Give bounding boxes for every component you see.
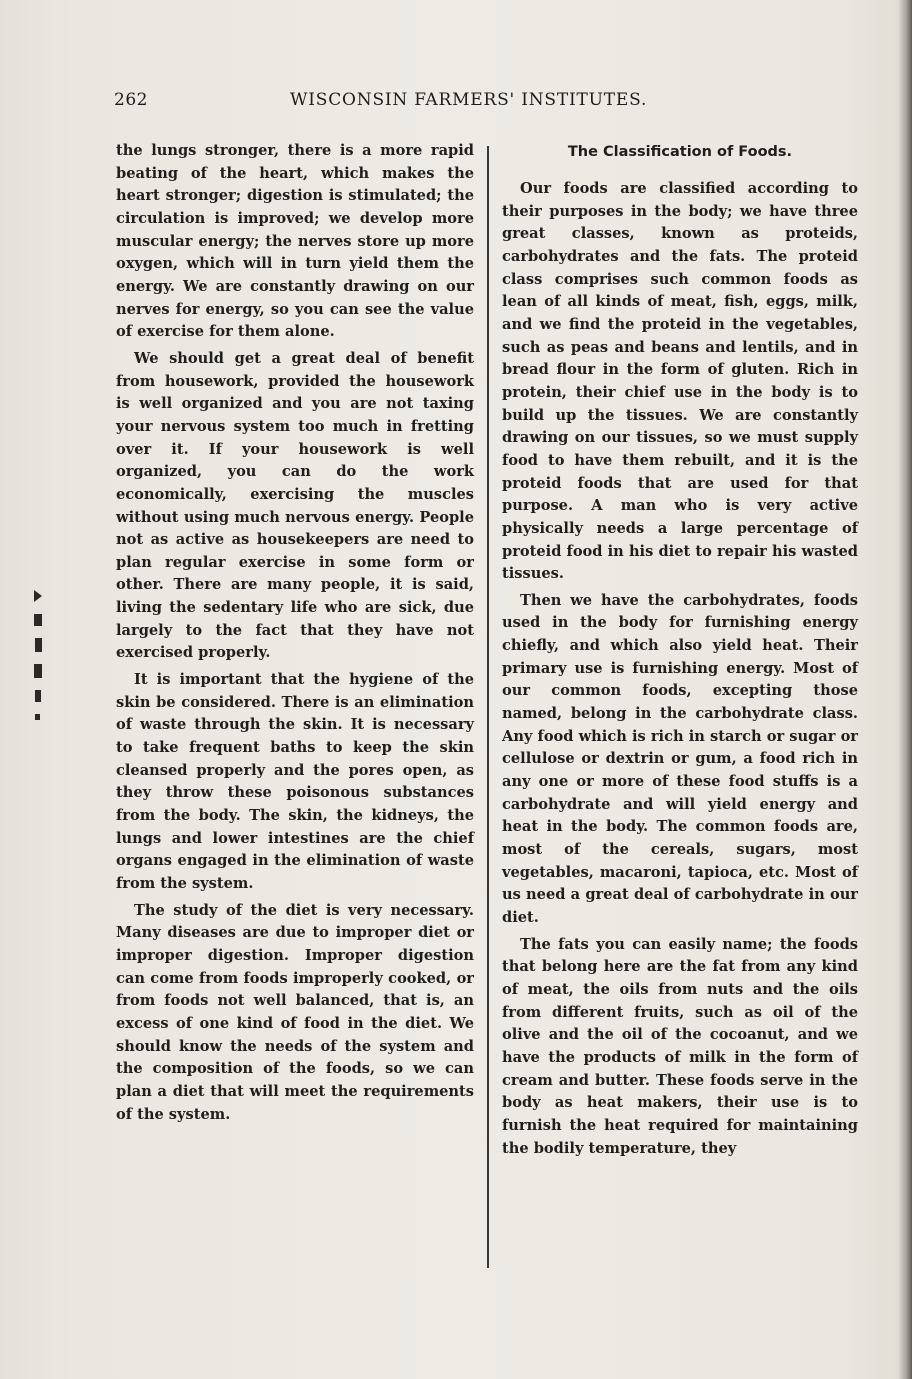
- left-paragraph-2: We should get a great deal of benefit from housework, provided the housework is well organized and you are not taxing your nervous system too much in fretting over it. If your housework is well organized, you can do the work economically, exercising the muscles without using much nervous energy. People not as active as housekeepers are need to plan regular exercise in some form or other. There are many people, it is said, living the sedentary life who are sick, due largely to the fact that they have not exercised properly.: [116, 349, 474, 662]
- margin-ink-marks: [30, 588, 46, 738]
- page-header: [114, 90, 866, 118]
- left-column: [116, 140, 474, 1130]
- page-number: 262: [114, 90, 148, 110]
- right-column: [502, 178, 858, 1164]
- left-paragraph-4: The study of the diet is very necessary. Many diseases are due to improper diet or improper digestion. Improper digestion can come from foods improperly cooked, or from foods not well balanced, that is, an excess of one kind of food in the diet. We should know the needs of the system and the composition of the foods, so we can plan a diet that will meet the requirements of the system.: [116, 901, 474, 1123]
- running-title: WISCONSIN FARMERS' INSTITUTES.: [290, 90, 648, 110]
- left-paragraph-3: It is important that the hygiene of the skin be considered. There is an elimination of waste through the skin. It is necessary to take frequent baths to keep the skin cleansed properly and the pores open, as they throw these poisonous substances from the body. The skin, the kidneys, the lungs and lower intestines are the chief organs engaged in the elimination of waste from the system.: [116, 671, 474, 892]
- right-paragraph-2: Then we have the carbohydrates, foods used in the body for furnishing energy chiefly, and which also yield heat. Their primary use is furnishing energy. Most of our common foods, excepting those named, belong in the carbohydrate class. Any food which is rich in starch or sugar or cellulose or dextrin or gum, a food rich in any one or more of these food stuffs is a carbohydrate and will yield energy and heat in the body. The common foods are, most of the cereals, sugars, most vegetables, macaroni, tapioca, etc. Most of us need a great deal of carbohydrate in our diet.: [502, 591, 858, 926]
- page-edge-shadow: [898, 0, 912, 1379]
- column-divider: [487, 146, 489, 1268]
- right-paragraph-3: The fats you can easily name; the foods that belong here are the fat from any kind of meat, the oils from nuts and the oils from different fruits, such as oil of the olive and the oil of the cocoanut, and we have the products of milk in the form of cream and butter. These foods serve in the body as heat makers, their use is to furnish the heat required for maintaining the bodily temperature, they: [502, 935, 858, 1157]
- section-heading: The Classification of Foods.: [567, 144, 793, 160]
- left-paragraph-1: the lungs stronger, there is a more rapid beating of the heart, which makes the heart stronger; digestion is stimulated; the circulation is improved; we develop more muscular energy; the nerves store up more oxygen, which will in turn yield them the energy. We are constantly drawing on our nerves for energy, so you can see the value of exercise for them alone.: [116, 142, 474, 341]
- right-paragraph-1: Our foods are classified according to their purposes in the body; we have three great classes, known as proteids, carbohydrates and the fats. The proteid class comprises such common foods as lean of all kinds of meat, fish, eggs, milk, and we find the proteid in the vegetables, such as peas and beans and lentils, and in bread flour in the form of gluten. Rich in protein, their chief use in the body is to build up the tissues. We are constantly drawing on our tissues, so we must supply food to have them rebuilt, and it is the proteid foods that are used for that purpose. A man who is very active physically needs a large percentage of proteid food in his diet to repair his wasted tissues.: [502, 180, 858, 583]
